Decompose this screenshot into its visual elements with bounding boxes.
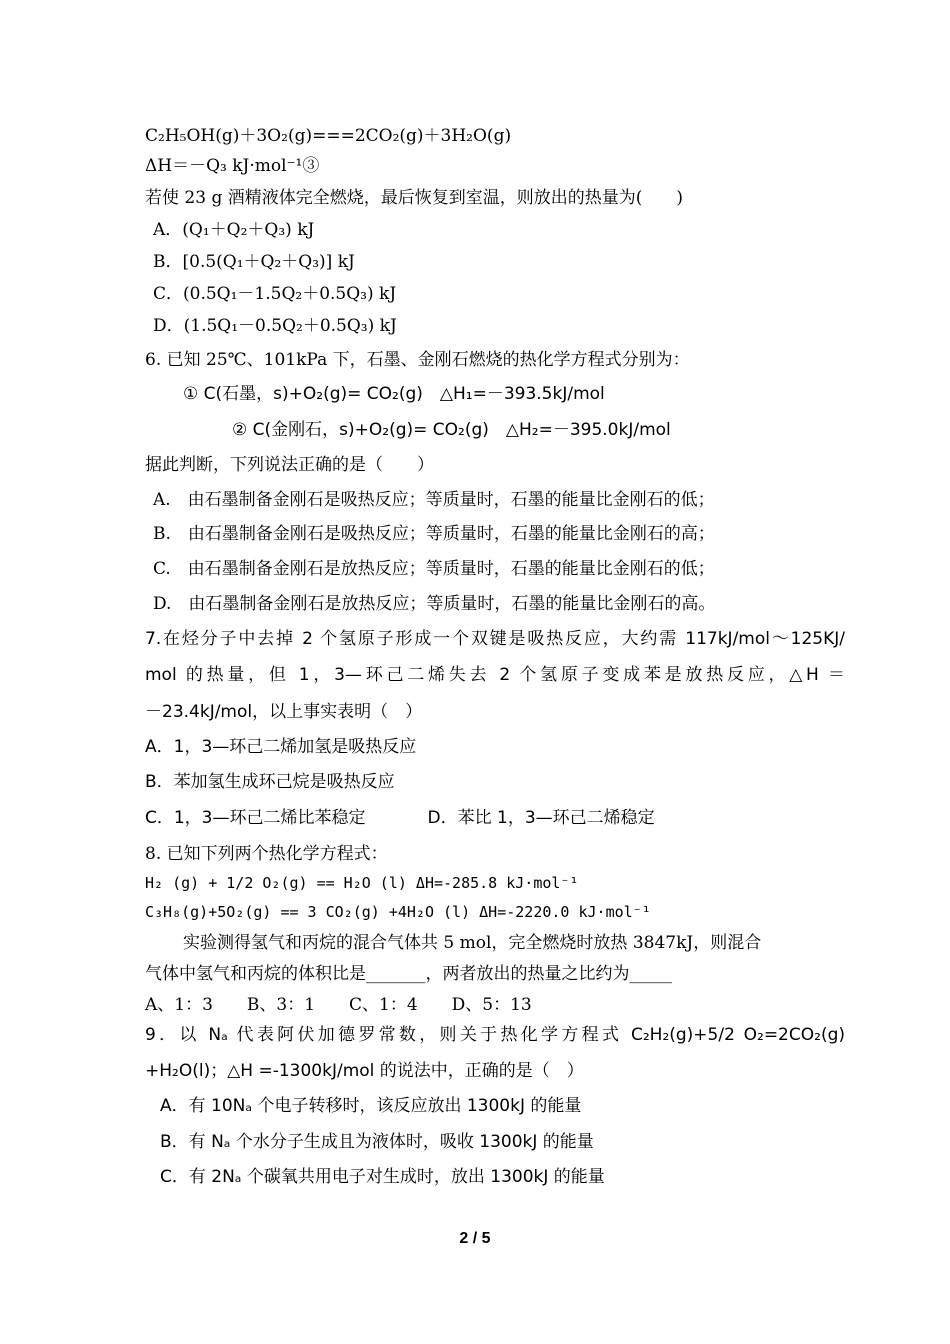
question-5-option-c: C．(0.5Q₁－1.5Q₂＋0.5Q₃) kJ (153, 284, 397, 304)
question-5-option-a: A．(Q₁＋Q₂＋Q₃) kJ (153, 220, 315, 240)
question-6-option-d: D. 由石墨制备金刚石是放热反应；等质量时，石墨的能量比金刚石的高。 (153, 594, 716, 614)
question-6-stem: 6. 已知 25℃、101kPa 下，石墨、金刚石燃烧的热化学方程式分别为： (145, 350, 690, 370)
question-9-stem-line-2: +H₂O(l)；△H =-1300kJ/mol 的说法中，正确的是（ ） (145, 1061, 584, 1081)
question-6-equation-2: ② C(金刚石，s)+O₂(g)= CO₂(g) △H₂=－395.0kJ/mol (232, 420, 671, 440)
question-9-option-c: C．有 2Nₐ 个碳氧共用电子对生成时，放出 1300kJ 的能量 (160, 1167, 605, 1187)
question-5-stem: 若使 23 g 酒精液体完全燃烧，最后恢复到室温，则放出的热量为( ) (145, 188, 683, 208)
question-8-equation-2: C₃H₈(g)+5O₂(g) == 3 CO₂(g) +4H₂O (l) ΔH=-2220.0 kJ·mol⁻¹ (145, 903, 651, 921)
question-9-option-b: B．有 Nₐ 个水分子生成且为液体时，吸收 1300kJ 的能量 (160, 1132, 594, 1152)
question-7-option-a: A．1，3—环己二烯加氢是吸热反应 (145, 737, 417, 757)
question-5-option-d: D．(1.5Q₁－0.5Q₂＋0.5Q₃) kJ (153, 316, 397, 336)
question-7-options-c-d (145, 806, 655, 830)
question-7-stem-line-2: mol 的热量，但 1，3—环己二烯失去 2 个氢原子变成苯是放热反应，△H ＝ (145, 665, 845, 685)
question-6-option-b: B. 由石墨制备金刚石是吸热反应；等质量时，石墨的能量比金刚石的高； (153, 524, 715, 544)
question-8-options: A、1：3 B、3：1 C、1：4 D、5：13 (145, 995, 532, 1015)
question-7-stem-line-1: 7.在烃分子中去掉 2 个氢原子形成一个双键是吸热反应，大约需 117kJ/mol～125KJ/ (145, 629, 845, 649)
question-9-option-a: A．有 10Nₐ 个电子转移时，该反应放出 1300kJ 的能量 (160, 1096, 582, 1116)
equation-delta-h3: ΔH＝－Q₃ kJ·mol⁻¹③ (145, 156, 320, 176)
equation-ethanol-gas: C₂H₅OH(g)＋3O₂(g)===2CO₂(g)＋3H₂O(g) (145, 126, 512, 146)
page-number: 2 / 5 (459, 1230, 491, 1247)
question-9-stem-line-1: 9．以 Nₐ 代表阿伏加德罗常数，则关于热化学方程式 C₂H₂(g)+5/2 O₂=2CO₂(g) (145, 1025, 845, 1045)
question-6-prompt: 据此判断，下列说法正确的是（ ） (145, 455, 434, 475)
question-7-stem-line-3: －23.4kJ/mol，以上事实表明（ ） (145, 702, 423, 722)
question-7-option-d: D．苯比 1，3—环己二烯稳定 (427, 808, 655, 828)
question-6-option-c: C. 由石墨制备金刚石是放热反应；等质量时，石墨的能量比金刚石的低； (153, 559, 715, 579)
question-8-equation-1: H₂ (g) + 1/2 O₂(g) == H₂O (l) ΔH=-285.8 kJ·mol⁻¹ (145, 874, 579, 892)
question-6-equation-1: ① C(石墨，s)+O₂(g)= CO₂(g) △H₁=－393.5kJ/mol (183, 384, 605, 404)
question-8-text-line-1: 实验测得氢气和丙烷的混合气体共 5 mol，完全燃烧时放热 3847kJ，则混合 (183, 933, 762, 953)
question-7-option-c: C．1，3—环己二烯比苯稳定 (145, 808, 366, 828)
question-5-option-b: B．[0.5(Q₁＋Q₂＋Q₃)] kJ (153, 252, 355, 272)
question-6-option-a: A. 由石墨制备金刚石是吸热反应；等质量时，石墨的能量比金刚石的低； (153, 490, 715, 510)
question-8-stem: 8. 已知下列两个热化学方程式： (145, 844, 388, 864)
question-8-text-line-2: 气体中氢气和丙烷的体积比是_______，两者放出的热量之比约为_____ (145, 964, 672, 984)
question-7-option-b: B．苯加氢生成环己烷是吸热反应 (145, 772, 395, 792)
